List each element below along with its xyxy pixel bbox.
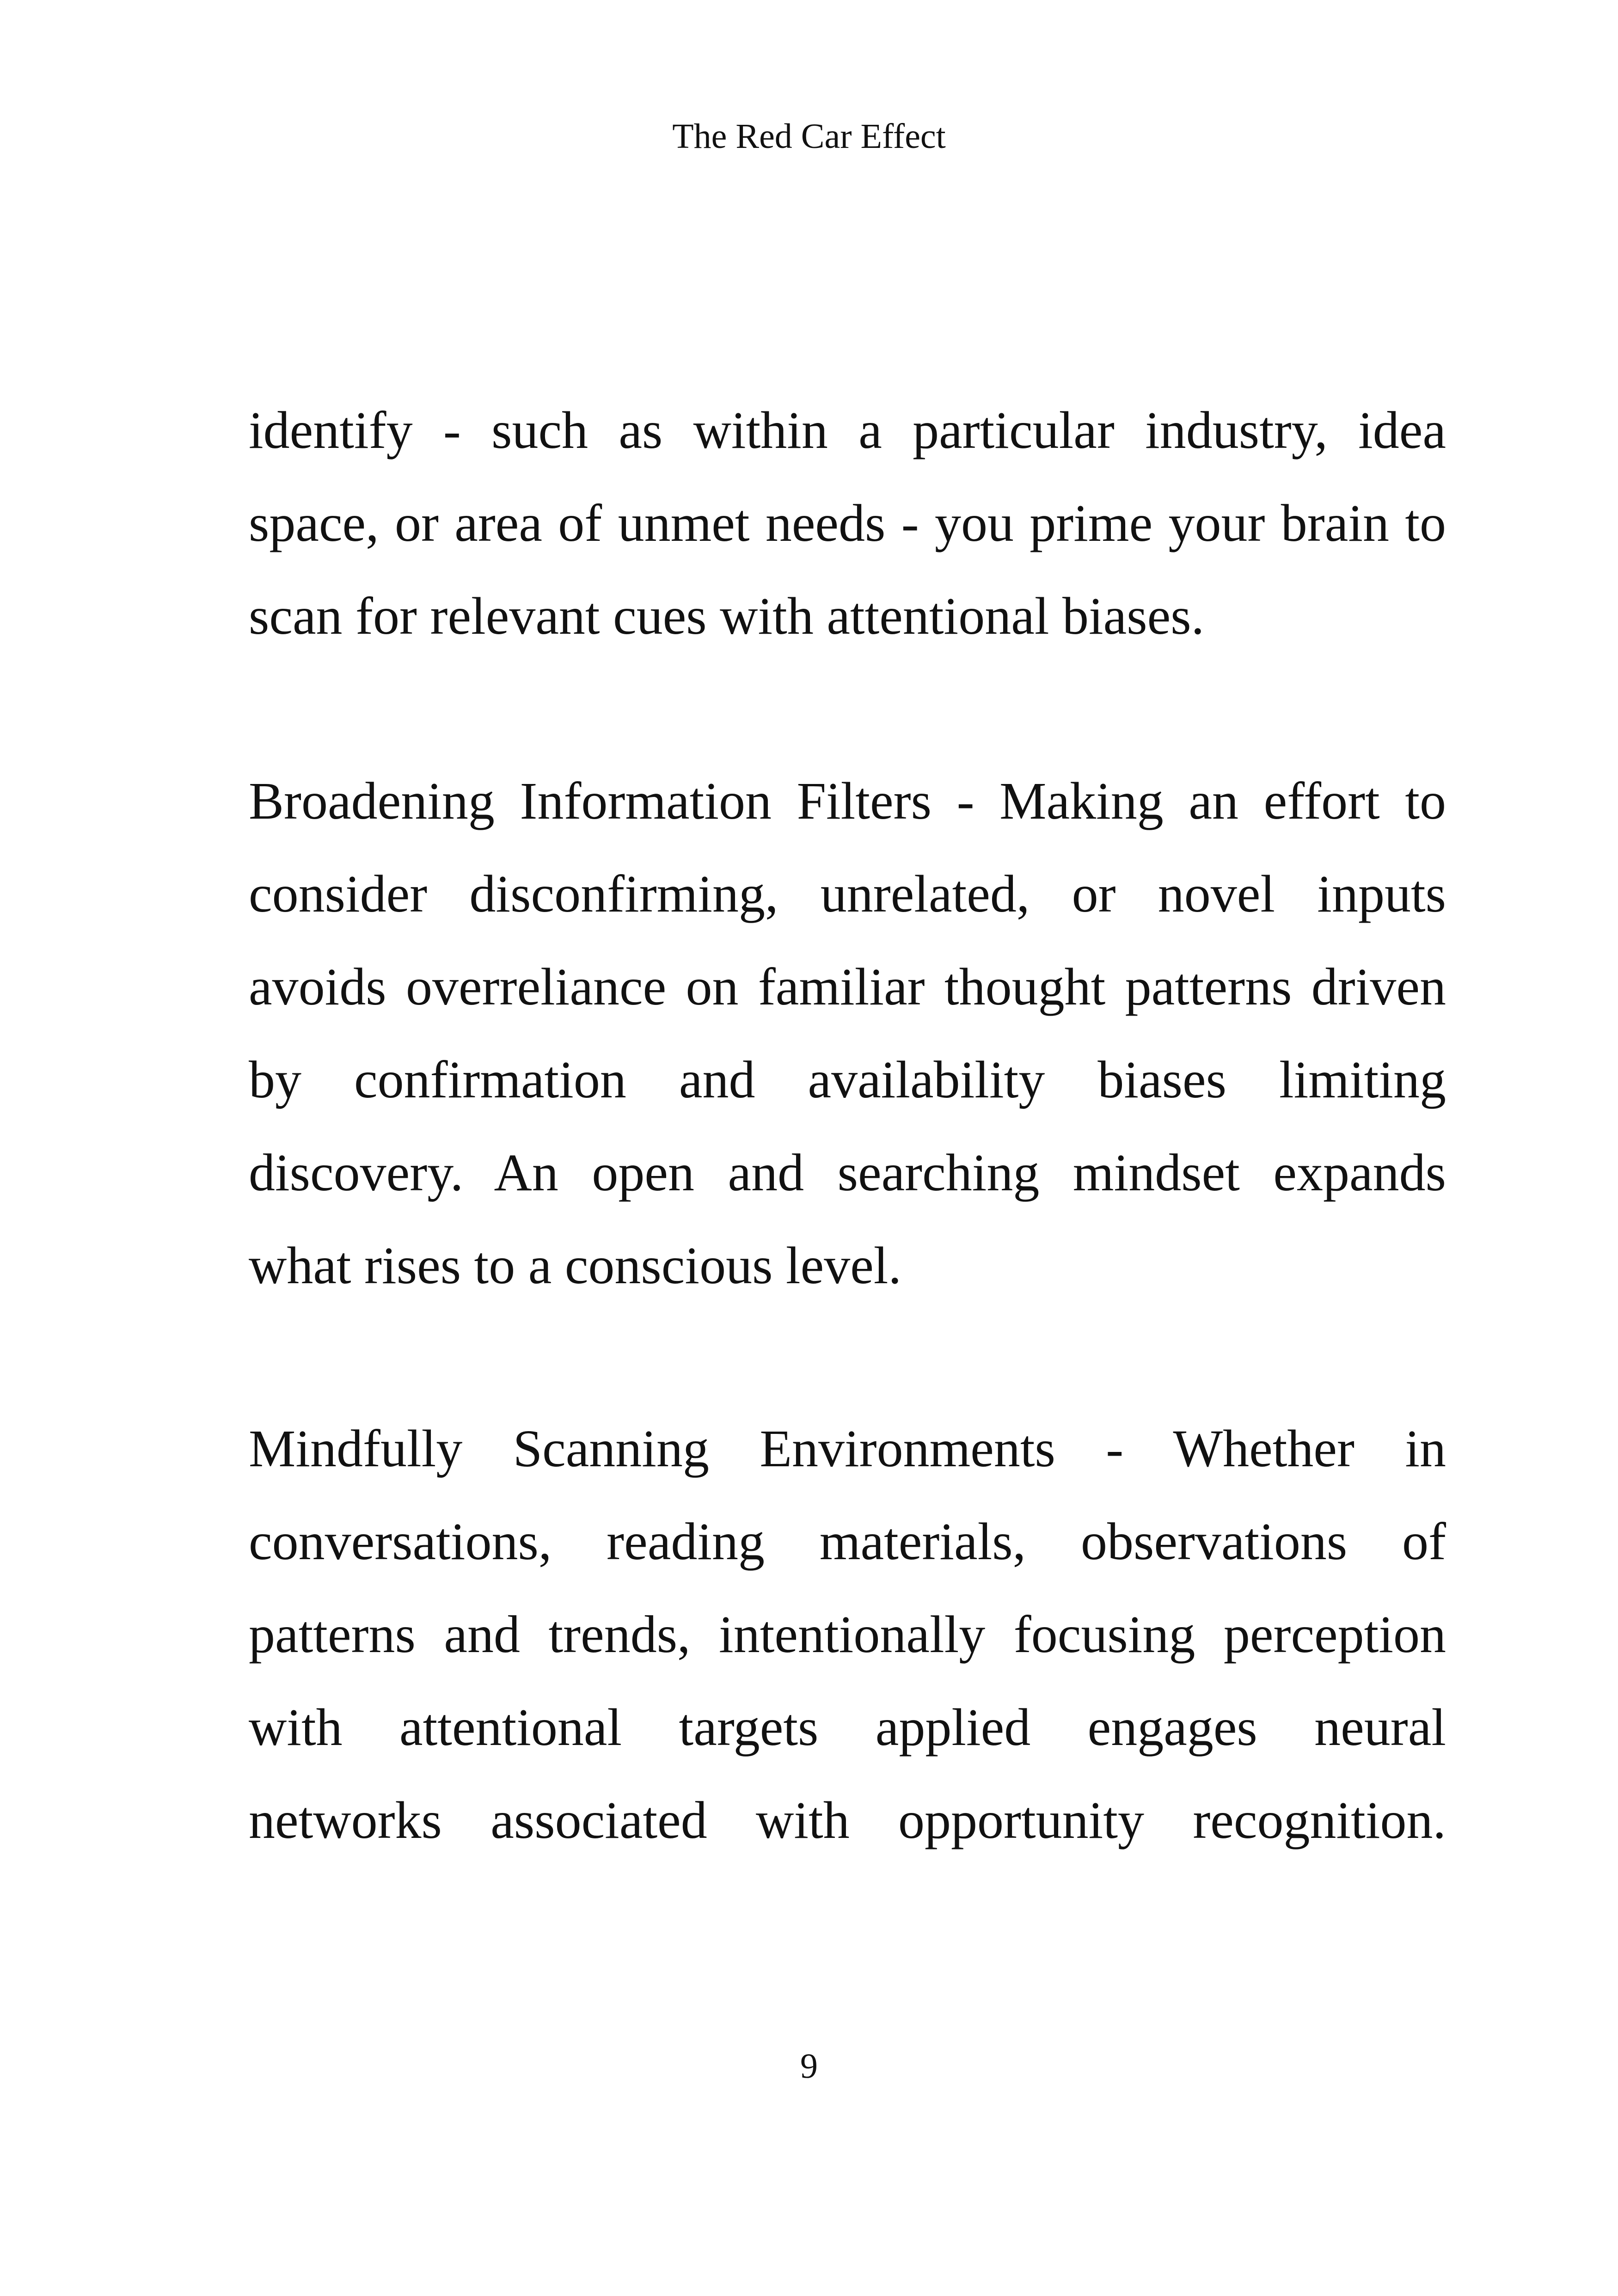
text-line: identify - such as within a particular industry, idea (249, 401, 1446, 459)
running-header: The Red Car Effect (672, 117, 946, 156)
text-line: consider disconfirming, unrelated, or novel inputs (249, 864, 1446, 923)
page-number: 9 (800, 2047, 818, 2086)
text-line: avoids overreliance on familiar thought patterns driven (249, 957, 1446, 1016)
text-line: Mindfully Scanning Environments - Whether in (249, 1419, 1446, 1478)
text-line: with attentional targets applied engages neural (249, 1698, 1446, 1757)
paragraph-2 (249, 754, 1446, 1312)
text-line: patterns and trends, intentionally focusing perception (249, 1605, 1446, 1664)
paragraph-1 (249, 384, 1446, 662)
text-line: conversations, reading materials, observations of (249, 1512, 1446, 1571)
text-line: what rises to a conscious level. (249, 1236, 901, 1295)
text-line: space, or area of unmet needs - you prime your brain to (249, 494, 1446, 552)
text-line: discovery. An open and searching mindset expands (249, 1143, 1446, 1202)
text-line: Broadening Information Filters - Making an effort to (249, 771, 1446, 830)
paragraph-3 (249, 1402, 1446, 1867)
text-line: by confirmation and availability biases limiting (249, 1050, 1446, 1109)
text-line: networks associated with opportunity recognition. (249, 1791, 1446, 1849)
text-line: scan for relevant cues with attentional biases. (249, 587, 1205, 645)
